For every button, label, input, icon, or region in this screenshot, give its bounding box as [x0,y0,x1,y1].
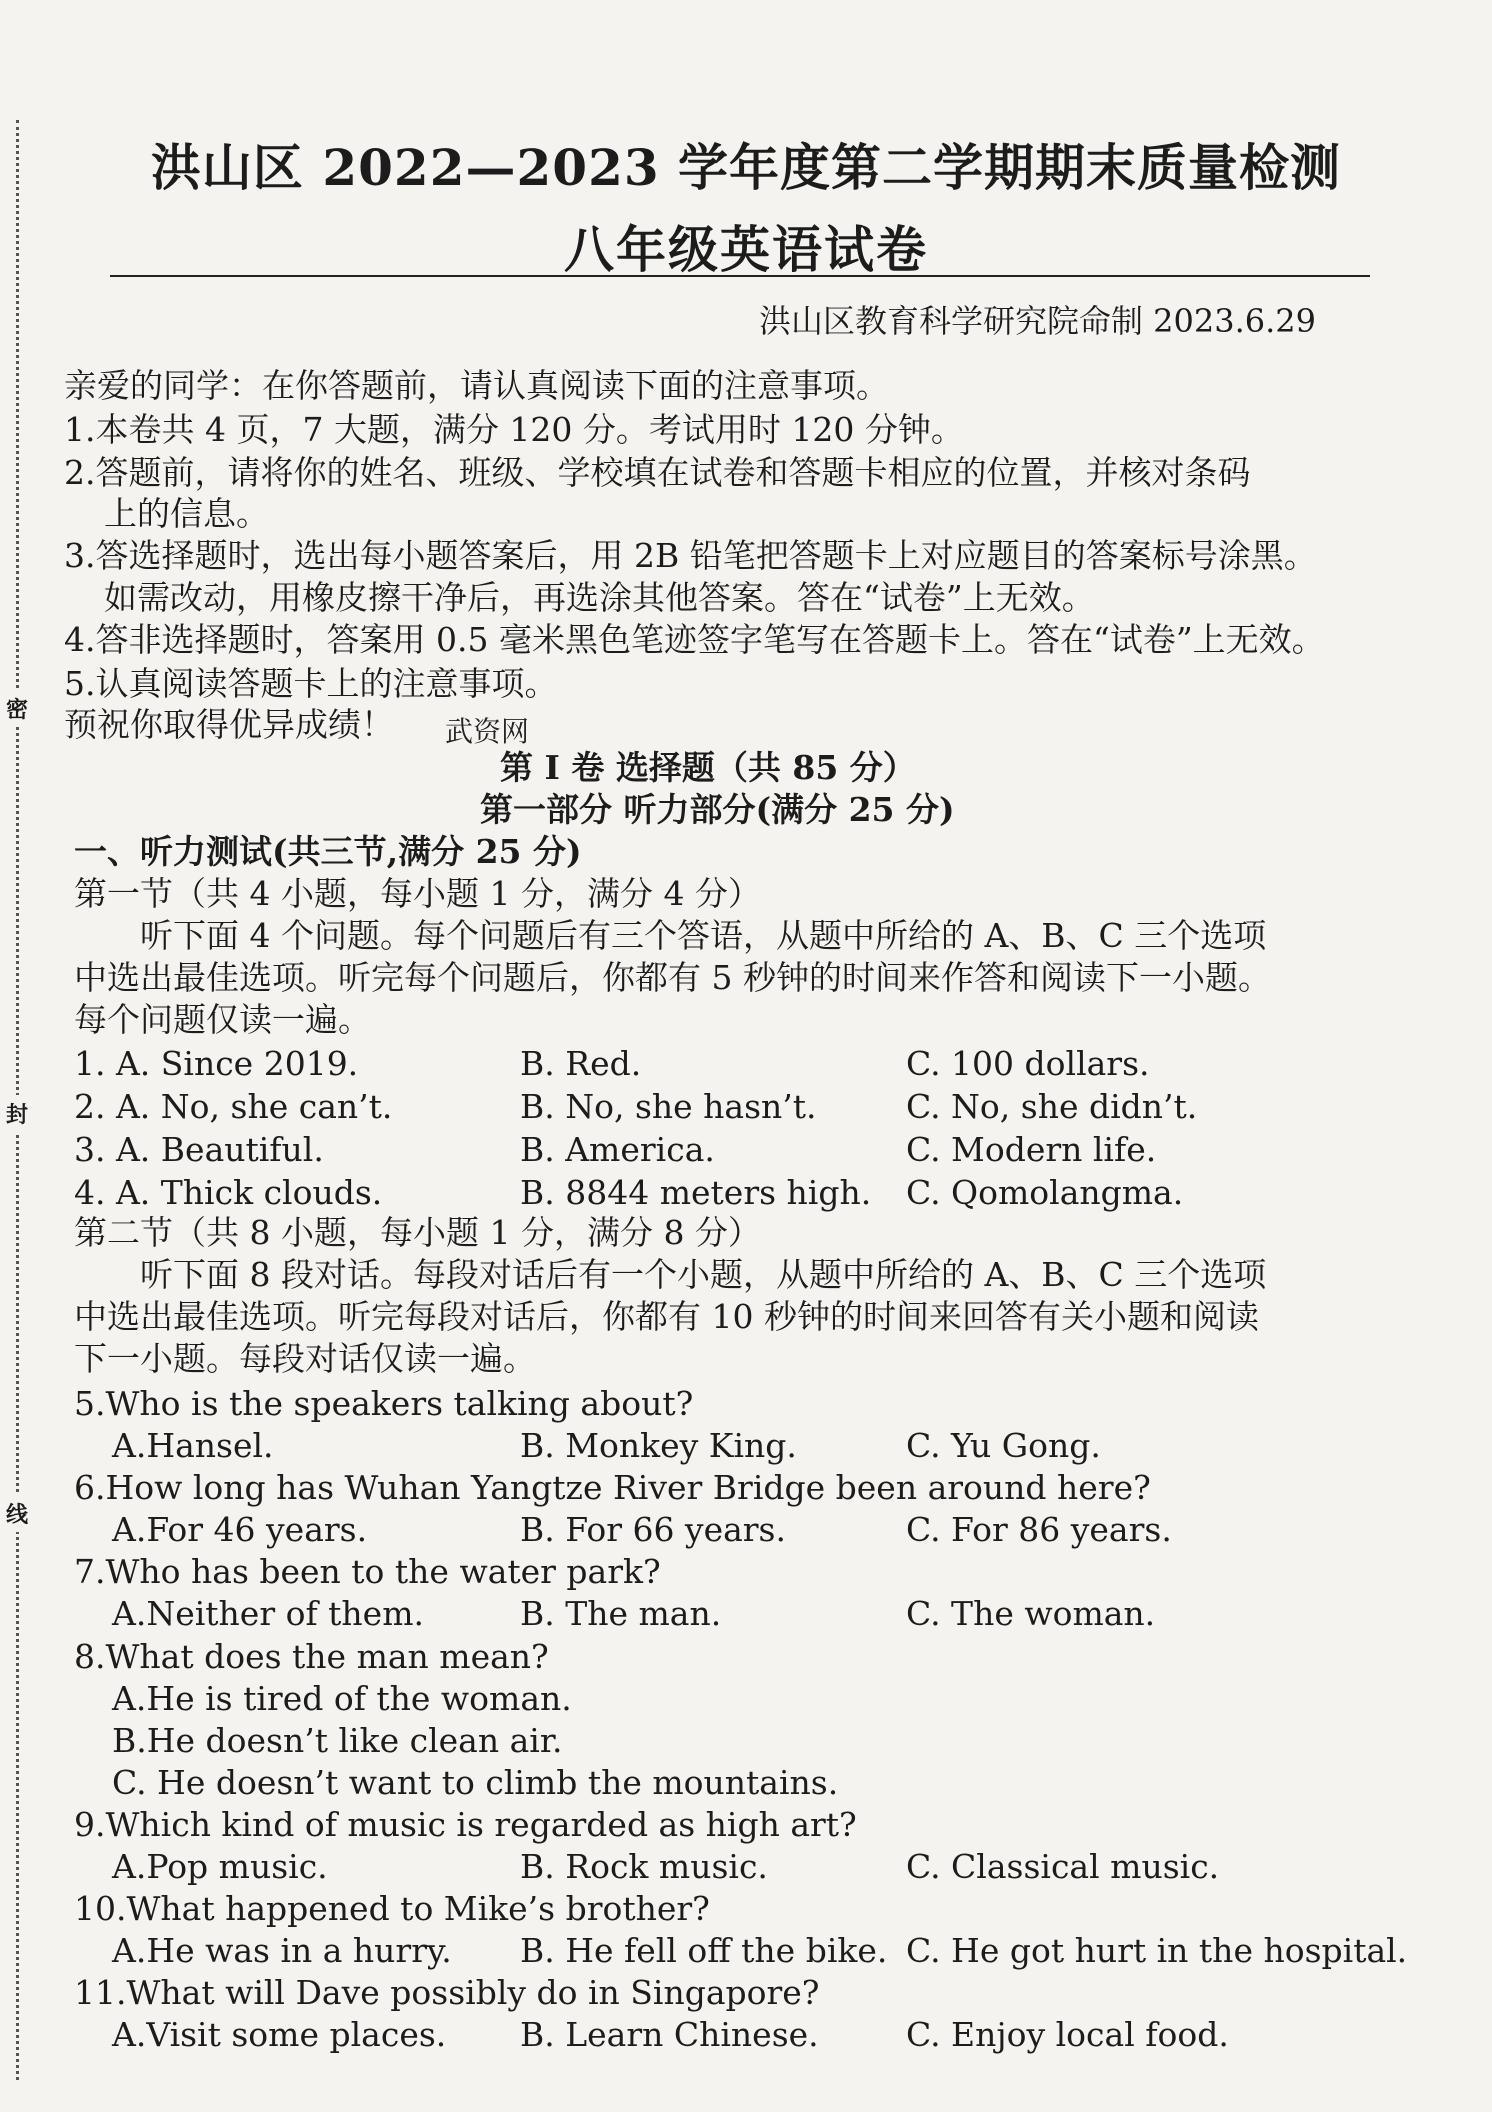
q3-option-c: C. Modern life. [906,1130,1157,1169]
q8-option-c: C. He doesn’t want to climb the mountains. [112,1763,839,1802]
title-rule [110,275,1370,277]
q4-option-c: C. Qomolangma. [906,1173,1184,1212]
section1-instruction-2: 中选出最佳选项。听完每个问题后，你都有 5 秒钟的时间来作答和阅读下一小题。 [74,958,1271,997]
q7-option-b: B. The man. [520,1594,722,1633]
q9-option-a: A.Pop music. [112,1847,328,1886]
q9-option-c: C. Classical music. [906,1847,1220,1886]
q6-stem: 6.How long has Wuhan Yangtze River Bridge been around here? [74,1468,1151,1507]
q7-option-c: C. The woman. [906,1594,1156,1633]
part-heading: 第一部分 听力部分(满分 25 分) [480,790,955,829]
notice-item-5: 5.认真阅读答题卡上的注意事项。 [64,664,558,703]
notice-item-2: 2.答题前，请将你的姓名、班级、学校填在试卷和答题卡相应的位置，并核对条码 [64,453,1251,492]
section1-instruction-1: 听下面 4 个问题。每个问题后有三个答语，从题中所给的 A、B、C 三个选项 [140,916,1267,955]
q6-option-c: C. For 86 years. [906,1510,1172,1549]
q2-option-b: B. No, she hasn’t. [520,1087,817,1126]
q1-option-c: C. 100 dollars. [906,1044,1150,1083]
notice-item-2-cont: 上的信息。 [104,494,269,533]
q8-option-b: B.He doesn’t like clean air. [112,1721,563,1760]
q1-option-a: 1. A. Since 2019. [74,1044,359,1083]
notice-item-4: 4.答非选择题时，答案用 0.5 毫米黑色笔迹签字笔写在答题卡上。答在“试卷”上无效。 [64,620,1325,659]
section2-instruction-1: 听下面 8 段对话。每段对话后有一个小题，从题中所给的 A、B、C 三个选项 [140,1255,1267,1294]
section2-instruction-2: 中选出最佳选项。听完每段对话后，你都有 10 秒钟的时间来回答有关小题和阅读 [74,1297,1259,1336]
q2-option-a: 2. A. No, she can’t. [74,1087,393,1126]
q4-option-a: 4. A. Thick clouds. [74,1173,383,1212]
seal-char-feng: 封 [4,1095,30,1132]
q5-option-b: B. Monkey King. [520,1426,797,1465]
q9-stem: 9.Which kind of music is regarded as high art? [74,1805,857,1844]
q5-option-c: C. Yu Gong. [906,1426,1101,1465]
q10-option-b: B. He fell off the bike. [520,1931,888,1970]
q6-option-a: A.For 46 years. [112,1510,368,1549]
q3-option-b: B. America. [520,1130,715,1169]
q5-stem: 5.Who is the speakers talking about? [74,1384,694,1423]
q11-stem: 11.What will Dave possibly do in Singapore? [74,1973,820,2012]
listening-heading: 一、听力测试(共三节,满分 25 分) [74,832,582,871]
q6-option-b: B. For 66 years. [520,1510,786,1549]
q4-option-b: B. 8844 meters high. [520,1173,872,1212]
q10-stem: 10.What happened to Mike’s brother? [74,1889,710,1928]
q9-option-b: B. Rock music. [520,1847,768,1886]
section1-instruction-3: 每个问题仅读一遍。 [74,1000,371,1039]
q1-option-b: B. Red. [520,1044,642,1083]
q7-option-a: A.Neither of them. [112,1594,424,1633]
section1-header: 第一节（共 4 小题，每小题 1 分，满分 4 分） [74,874,761,913]
exam-title: 洪山区 2022—2023 学年度第二学期期末质量检测 [150,138,1342,197]
section-heading: 第 I 卷 选择题（共 85 分） [500,748,916,787]
q10-option-c: C. He got hurt in the hospital. [906,1931,1408,1970]
seal-char-mi: 密 [4,690,30,727]
q11-option-c: C. Enjoy local food. [906,2015,1229,2054]
publisher-line: 洪山区教育科学研究院命制 2023.6.29 [758,302,1316,340]
notice-item-3: 3.答选择题时，选出每小题答案后，用 2B 铅笔把答题卡上对应题目的答案标号涂黑。 [64,536,1317,575]
watermark-text: 武资网 [445,715,530,748]
notice-item-3-cont: 如需改动，用橡皮擦干净后，再选涂其他答案。答在“试卷”上无效。 [104,578,1095,617]
q10-option-a: A.He was in a hurry. [112,1931,452,1970]
section2-header: 第二节（共 8 小题，每小题 1 分，满分 8 分） [74,1213,761,1252]
q8-option-a: A.He is tired of the woman. [112,1679,572,1718]
notice-greeting: 亲爱的同学：在你答题前，请认真阅读下面的注意事项。 [64,366,889,405]
q3-option-a: 3. A. Beautiful. [74,1130,324,1169]
q11-option-b: B. Learn Chinese. [520,2015,819,2054]
q5-option-a: A.Hansel. [112,1426,274,1465]
q7-stem: 7.Who has been to the water park? [74,1552,661,1591]
seal-char-xian: 线 [4,1495,30,1532]
exam-subtitle: 八年级英语试卷 [564,220,928,279]
section2-instruction-3: 下一小题。每段对话仅读一遍。 [74,1339,536,1378]
q2-option-c: C. No, she didn’t. [906,1087,1198,1126]
q11-option-a: A.Visit some places. [112,2015,447,2054]
notice-closing: 预祝你取得优异成绩！ [64,705,394,744]
notice-item-1: 1.本卷共 4 页，7 大题，满分 120 分。考试用时 120 分钟。 [64,410,964,449]
q8-stem: 8.What does the man mean? [74,1637,549,1676]
